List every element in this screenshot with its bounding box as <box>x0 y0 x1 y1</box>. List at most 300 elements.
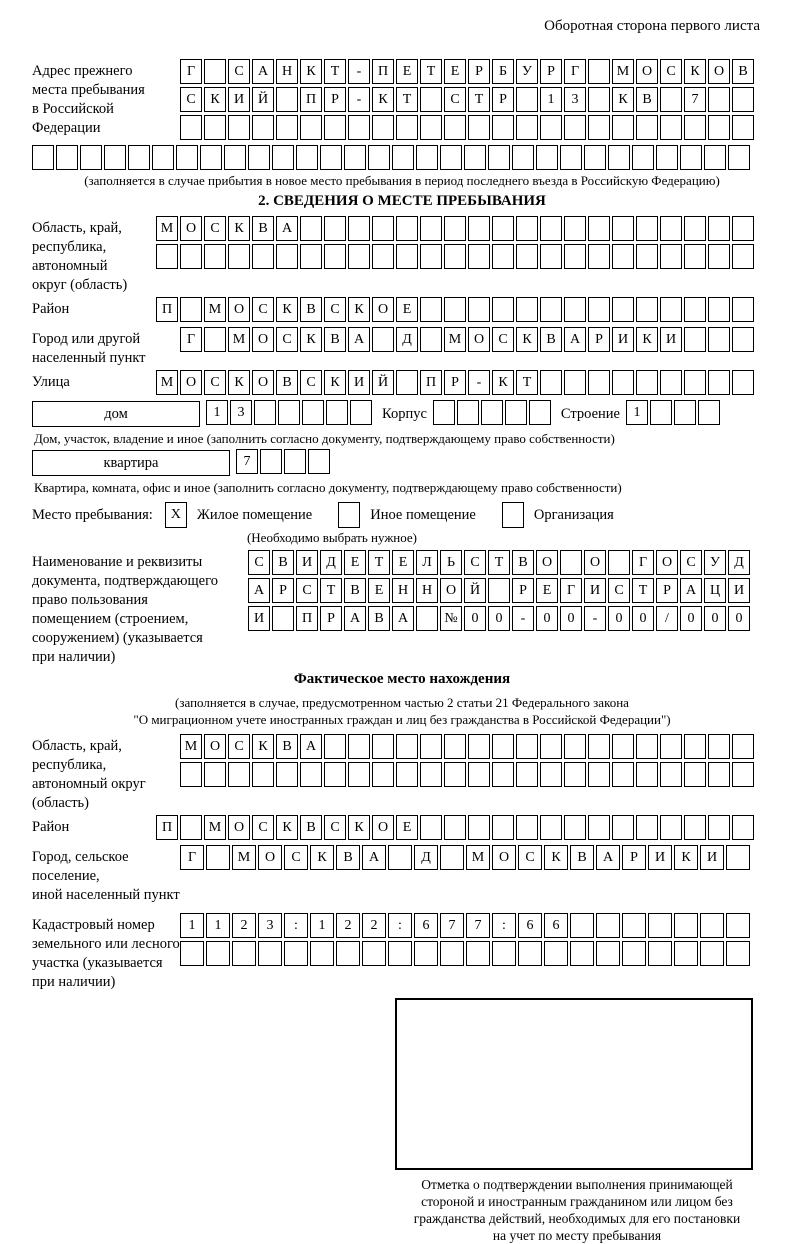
char-cell[interactable] <box>564 762 586 787</box>
char-cell[interactable] <box>564 815 586 840</box>
char-cell[interactable]: Р <box>588 327 610 352</box>
char-cell[interactable] <box>636 244 658 269</box>
char-cell[interactable]: 0 <box>464 606 486 631</box>
char-cell[interactable]: И <box>348 370 370 395</box>
char-cell[interactable] <box>258 941 282 966</box>
char-cell[interactable] <box>468 762 490 787</box>
char-cell[interactable]: И <box>228 87 250 112</box>
char-cell[interactable] <box>708 327 730 352</box>
char-cell[interactable]: Е <box>444 59 466 84</box>
char-cell[interactable]: Л <box>416 550 438 575</box>
char-cell[interactable]: И <box>660 327 682 352</box>
char-cell[interactable] <box>560 145 582 170</box>
char-cell[interactable]: В <box>336 845 360 870</box>
char-cell[interactable] <box>414 941 438 966</box>
char-cell[interactable] <box>420 734 442 759</box>
char-cell[interactable] <box>444 297 466 322</box>
char-cell[interactable]: М <box>156 370 178 395</box>
char-cell[interactable]: К <box>612 87 634 112</box>
char-cell[interactable]: Г <box>180 845 204 870</box>
char-cell[interactable] <box>636 762 658 787</box>
char-cell[interactable] <box>588 244 610 269</box>
char-cell[interactable]: М <box>232 845 256 870</box>
char-cell[interactable] <box>396 216 418 241</box>
char-cell[interactable] <box>684 762 706 787</box>
char-cell[interactable]: Р <box>444 370 466 395</box>
char-cell[interactable] <box>656 145 678 170</box>
char-cell[interactable]: И <box>648 845 672 870</box>
char-cell[interactable] <box>464 145 486 170</box>
char-cell[interactable] <box>726 845 750 870</box>
char-cell[interactable] <box>684 216 706 241</box>
char-cell[interactable] <box>228 115 250 140</box>
char-cell[interactable]: 3 <box>258 913 282 938</box>
char-cell[interactable] <box>516 244 538 269</box>
char-cell[interactable] <box>372 216 394 241</box>
char-cell[interactable] <box>388 941 412 966</box>
char-cell[interactable] <box>420 216 442 241</box>
char-cell[interactable]: О <box>204 734 226 759</box>
char-cell[interactable]: В <box>368 606 390 631</box>
char-cell[interactable] <box>732 815 754 840</box>
char-cell[interactable]: Р <box>540 59 562 84</box>
char-cell[interactable]: Т <box>488 550 510 575</box>
char-cell[interactable]: С <box>300 370 322 395</box>
char-cell[interactable] <box>468 297 490 322</box>
char-cell[interactable]: К <box>276 297 298 322</box>
char-cell[interactable]: 2 <box>232 913 256 938</box>
char-cell[interactable]: К <box>674 845 698 870</box>
char-cell[interactable]: О <box>440 578 462 603</box>
char-cell[interactable] <box>636 734 658 759</box>
char-cell[interactable] <box>648 941 672 966</box>
char-cell[interactable] <box>608 145 630 170</box>
char-cell[interactable]: Ц <box>704 578 726 603</box>
char-cell[interactable]: С <box>680 550 702 575</box>
char-cell[interactable] <box>284 941 308 966</box>
char-cell[interactable] <box>204 762 226 787</box>
char-cell[interactable]: 1 <box>206 400 228 425</box>
char-cell[interactable] <box>684 370 706 395</box>
char-cell[interactable] <box>660 370 682 395</box>
char-cell[interactable]: 7 <box>236 449 258 474</box>
char-cell[interactable] <box>529 400 551 425</box>
char-cell[interactable]: С <box>180 87 202 112</box>
char-cell[interactable] <box>674 913 698 938</box>
char-cell[interactable] <box>732 115 754 140</box>
char-cell[interactable]: № <box>440 606 462 631</box>
char-cell[interactable]: Ь <box>440 550 462 575</box>
char-cell[interactable]: А <box>248 578 270 603</box>
char-cell[interactable] <box>540 370 562 395</box>
char-cell[interactable] <box>204 59 226 84</box>
char-cell[interactable] <box>505 400 527 425</box>
char-cell[interactable] <box>588 370 610 395</box>
char-cell[interactable]: Т <box>468 87 490 112</box>
char-cell[interactable]: Н <box>276 59 298 84</box>
char-cell[interactable]: У <box>704 550 726 575</box>
char-cell[interactable]: 2 <box>362 913 386 938</box>
char-cell[interactable]: С <box>276 327 298 352</box>
char-cell[interactable] <box>204 327 226 352</box>
char-cell[interactable] <box>324 734 346 759</box>
char-cell[interactable]: Д <box>320 550 342 575</box>
char-cell[interactable] <box>420 87 442 112</box>
char-cell[interactable]: А <box>344 606 366 631</box>
char-cell[interactable]: К <box>636 327 658 352</box>
char-cell[interactable]: 6 <box>544 913 568 938</box>
char-cell[interactable] <box>392 145 414 170</box>
char-cell[interactable] <box>732 87 754 112</box>
char-cell[interactable] <box>350 400 372 425</box>
char-cell[interactable] <box>732 370 754 395</box>
char-cell[interactable] <box>622 941 646 966</box>
char-cell[interactable]: В <box>276 370 298 395</box>
char-cell[interactable]: 6 <box>414 913 438 938</box>
char-cell[interactable]: В <box>636 87 658 112</box>
char-cell[interactable]: К <box>324 370 346 395</box>
char-cell[interactable]: О <box>372 297 394 322</box>
char-cell[interactable] <box>684 734 706 759</box>
char-cell[interactable]: М <box>444 327 466 352</box>
char-cell[interactable]: К <box>516 327 538 352</box>
char-cell[interactable]: 0 <box>536 606 558 631</box>
char-cell[interactable] <box>440 145 462 170</box>
char-cell[interactable] <box>708 244 730 269</box>
char-cell[interactable]: И <box>584 578 606 603</box>
char-cell[interactable]: О <box>636 59 658 84</box>
char-cell[interactable] <box>492 297 514 322</box>
char-cell[interactable]: Е <box>344 550 366 575</box>
char-cell[interactable] <box>152 145 174 170</box>
char-cell[interactable] <box>348 244 370 269</box>
char-cell[interactable] <box>416 145 438 170</box>
char-cell[interactable]: : <box>388 913 412 938</box>
char-cell[interactable] <box>684 815 706 840</box>
checkbox-other-premises[interactable] <box>338 502 360 528</box>
char-cell[interactable] <box>336 941 360 966</box>
char-cell[interactable] <box>612 815 634 840</box>
char-cell[interactable] <box>481 400 503 425</box>
char-cell[interactable]: К <box>544 845 568 870</box>
char-cell[interactable]: 1 <box>206 913 230 938</box>
char-cell[interactable] <box>492 244 514 269</box>
char-cell[interactable]: Й <box>372 370 394 395</box>
char-cell[interactable] <box>300 244 322 269</box>
char-cell[interactable]: Т <box>516 370 538 395</box>
char-cell[interactable]: У <box>516 59 538 84</box>
char-cell[interactable]: О <box>656 550 678 575</box>
char-cell[interactable]: 6 <box>518 913 542 938</box>
char-cell[interactable]: О <box>252 370 274 395</box>
char-cell[interactable]: К <box>276 815 298 840</box>
char-cell[interactable] <box>444 115 466 140</box>
char-cell[interactable] <box>708 87 730 112</box>
char-cell[interactable] <box>420 815 442 840</box>
char-cell[interactable] <box>396 734 418 759</box>
char-cell[interactable] <box>206 845 230 870</box>
char-cell[interactable] <box>180 815 202 840</box>
char-cell[interactable]: П <box>300 87 322 112</box>
char-cell[interactable]: : <box>492 913 516 938</box>
char-cell[interactable] <box>708 115 730 140</box>
char-cell[interactable]: К <box>372 87 394 112</box>
char-cell[interactable] <box>180 941 204 966</box>
char-cell[interactable]: С <box>492 327 514 352</box>
char-cell[interactable]: О <box>708 59 730 84</box>
char-cell[interactable] <box>660 216 682 241</box>
char-cell[interactable]: Е <box>392 550 414 575</box>
char-cell[interactable]: В <box>300 815 322 840</box>
char-cell[interactable] <box>518 941 542 966</box>
char-cell[interactable]: Г <box>632 550 654 575</box>
char-cell[interactable]: 0 <box>560 606 582 631</box>
char-cell[interactable]: О <box>180 216 202 241</box>
char-cell[interactable] <box>276 87 298 112</box>
char-cell[interactable]: В <box>324 327 346 352</box>
char-cell[interactable] <box>228 244 250 269</box>
char-cell[interactable]: 7 <box>684 87 706 112</box>
char-cell[interactable] <box>516 216 538 241</box>
char-cell[interactable]: О <box>252 327 274 352</box>
char-cell[interactable] <box>516 297 538 322</box>
char-cell[interactable] <box>488 145 510 170</box>
char-cell[interactable] <box>728 145 750 170</box>
char-cell[interactable] <box>492 815 514 840</box>
char-cell[interactable] <box>302 400 324 425</box>
char-cell[interactable] <box>564 115 586 140</box>
char-cell[interactable]: С <box>252 815 274 840</box>
char-cell[interactable]: О <box>228 815 250 840</box>
char-cell[interactable]: М <box>204 815 226 840</box>
char-cell[interactable] <box>468 244 490 269</box>
char-cell[interactable]: В <box>570 845 594 870</box>
char-cell[interactable]: П <box>372 59 394 84</box>
char-cell[interactable] <box>362 941 386 966</box>
char-cell[interactable]: 1 <box>310 913 334 938</box>
char-cell[interactable] <box>468 216 490 241</box>
char-cell[interactable] <box>444 244 466 269</box>
char-cell[interactable]: О <box>492 845 516 870</box>
char-cell[interactable] <box>204 244 226 269</box>
char-cell[interactable]: Р <box>324 87 346 112</box>
char-cell[interactable] <box>612 370 634 395</box>
char-cell[interactable]: Е <box>396 815 418 840</box>
char-cell[interactable]: 0 <box>632 606 654 631</box>
char-cell[interactable]: Й <box>252 87 274 112</box>
char-cell[interactable] <box>276 115 298 140</box>
char-cell[interactable]: Д <box>414 845 438 870</box>
char-cell[interactable] <box>468 815 490 840</box>
char-cell[interactable] <box>680 145 702 170</box>
char-cell[interactable] <box>564 216 586 241</box>
char-cell[interactable]: К <box>252 734 274 759</box>
char-cell[interactable]: В <box>732 59 754 84</box>
char-cell[interactable] <box>516 734 538 759</box>
char-cell[interactable] <box>584 145 606 170</box>
char-cell[interactable]: В <box>300 297 322 322</box>
char-cell[interactable] <box>540 815 562 840</box>
char-cell[interactable]: Г <box>560 578 582 603</box>
char-cell[interactable] <box>224 145 246 170</box>
char-cell[interactable] <box>272 606 294 631</box>
char-cell[interactable]: Г <box>180 59 202 84</box>
char-cell[interactable] <box>388 845 412 870</box>
char-cell[interactable] <box>420 327 442 352</box>
char-cell[interactable] <box>570 913 594 938</box>
char-cell[interactable] <box>348 115 370 140</box>
char-cell[interactable] <box>372 115 394 140</box>
char-cell[interactable] <box>372 327 394 352</box>
char-cell[interactable] <box>660 244 682 269</box>
char-cell[interactable] <box>344 145 366 170</box>
char-cell[interactable]: 3 <box>564 87 586 112</box>
char-cell[interactable]: М <box>180 734 202 759</box>
char-cell[interactable] <box>420 244 442 269</box>
char-cell[interactable]: А <box>596 845 620 870</box>
char-cell[interactable] <box>516 87 538 112</box>
char-cell[interactable] <box>348 734 370 759</box>
char-cell[interactable]: П <box>156 297 178 322</box>
char-cell[interactable] <box>348 762 370 787</box>
char-cell[interactable] <box>516 762 538 787</box>
char-cell[interactable]: / <box>656 606 678 631</box>
char-cell[interactable] <box>660 87 682 112</box>
char-cell[interactable] <box>540 216 562 241</box>
char-cell[interactable]: И <box>700 845 724 870</box>
char-cell[interactable] <box>300 216 322 241</box>
char-cell[interactable] <box>708 762 730 787</box>
char-cell[interactable]: П <box>420 370 442 395</box>
char-cell[interactable]: К <box>348 297 370 322</box>
char-cell[interactable] <box>252 115 274 140</box>
char-cell[interactable] <box>300 115 322 140</box>
char-cell[interactable]: 0 <box>488 606 510 631</box>
char-cell[interactable]: - <box>512 606 534 631</box>
char-cell[interactable]: 7 <box>466 913 490 938</box>
char-cell[interactable]: М <box>156 216 178 241</box>
char-cell[interactable]: Д <box>728 550 750 575</box>
char-cell[interactable] <box>420 115 442 140</box>
char-cell[interactable] <box>544 941 568 966</box>
char-cell[interactable]: 3 <box>230 400 252 425</box>
char-cell[interactable] <box>596 941 620 966</box>
char-cell[interactable]: Б <box>492 59 514 84</box>
char-cell[interactable]: С <box>444 87 466 112</box>
char-cell[interactable]: Р <box>468 59 490 84</box>
char-cell[interactable] <box>732 216 754 241</box>
char-cell[interactable] <box>296 145 318 170</box>
char-cell[interactable]: С <box>228 734 250 759</box>
char-cell[interactable] <box>636 815 658 840</box>
char-cell[interactable] <box>596 913 620 938</box>
char-cell[interactable]: М <box>228 327 250 352</box>
char-cell[interactable]: К <box>684 59 706 84</box>
char-cell[interactable]: Р <box>622 845 646 870</box>
char-cell[interactable]: Р <box>656 578 678 603</box>
char-cell[interactable]: Д <box>396 327 418 352</box>
char-cell[interactable]: С <box>608 578 630 603</box>
char-cell[interactable] <box>272 145 294 170</box>
char-cell[interactable]: Е <box>536 578 558 603</box>
char-cell[interactable]: О <box>372 815 394 840</box>
char-cell[interactable] <box>648 913 672 938</box>
char-cell[interactable] <box>156 244 178 269</box>
char-cell[interactable] <box>468 734 490 759</box>
char-cell[interactable] <box>516 815 538 840</box>
char-cell[interactable] <box>308 449 330 474</box>
char-cell[interactable]: Р <box>320 606 342 631</box>
char-cell[interactable]: С <box>248 550 270 575</box>
char-cell[interactable] <box>564 297 586 322</box>
char-cell[interactable] <box>104 145 126 170</box>
char-cell[interactable] <box>200 145 222 170</box>
char-cell[interactable] <box>732 244 754 269</box>
char-cell[interactable]: А <box>276 216 298 241</box>
char-cell[interactable] <box>636 115 658 140</box>
char-cell[interactable] <box>300 762 322 787</box>
char-cell[interactable] <box>588 815 610 840</box>
char-cell[interactable] <box>56 145 78 170</box>
char-cell[interactable]: Р <box>272 578 294 603</box>
char-cell[interactable] <box>372 244 394 269</box>
char-cell[interactable]: А <box>348 327 370 352</box>
char-cell[interactable]: О <box>468 327 490 352</box>
char-cell[interactable]: В <box>344 578 366 603</box>
char-cell[interactable] <box>660 762 682 787</box>
char-cell[interactable] <box>260 449 282 474</box>
char-cell[interactable] <box>80 145 102 170</box>
char-cell[interactable] <box>708 370 730 395</box>
char-cell[interactable]: С <box>660 59 682 84</box>
checkbox-organization[interactable] <box>502 502 524 528</box>
char-cell[interactable] <box>612 244 634 269</box>
char-cell[interactable]: К <box>204 87 226 112</box>
char-cell[interactable] <box>252 244 274 269</box>
char-cell[interactable]: В <box>272 550 294 575</box>
char-cell[interactable]: А <box>362 845 386 870</box>
char-cell[interactable]: В <box>276 734 298 759</box>
char-cell[interactable]: : <box>284 913 308 938</box>
char-cell[interactable]: И <box>612 327 634 352</box>
char-cell[interactable]: К <box>300 59 322 84</box>
char-cell[interactable] <box>622 913 646 938</box>
char-cell[interactable] <box>588 216 610 241</box>
char-cell[interactable] <box>588 87 610 112</box>
char-cell[interactable]: Е <box>396 297 418 322</box>
char-cell[interactable] <box>372 762 394 787</box>
char-cell[interactable]: Г <box>564 59 586 84</box>
char-cell[interactable]: Й <box>464 578 486 603</box>
char-cell[interactable]: Т <box>632 578 654 603</box>
char-cell[interactable]: Т <box>320 578 342 603</box>
char-cell[interactable] <box>324 115 346 140</box>
char-cell[interactable]: - <box>584 606 606 631</box>
char-cell[interactable]: 1 <box>540 87 562 112</box>
char-cell[interactable] <box>684 115 706 140</box>
char-cell[interactable] <box>570 941 594 966</box>
char-cell[interactable] <box>684 327 706 352</box>
char-cell[interactable] <box>732 297 754 322</box>
char-cell[interactable]: 1 <box>626 400 648 425</box>
char-cell[interactable] <box>396 115 418 140</box>
char-cell[interactable] <box>674 400 696 425</box>
char-cell[interactable] <box>368 145 390 170</box>
char-cell[interactable] <box>324 762 346 787</box>
char-cell[interactable]: - <box>348 87 370 112</box>
char-cell[interactable] <box>636 216 658 241</box>
char-cell[interactable] <box>674 941 698 966</box>
